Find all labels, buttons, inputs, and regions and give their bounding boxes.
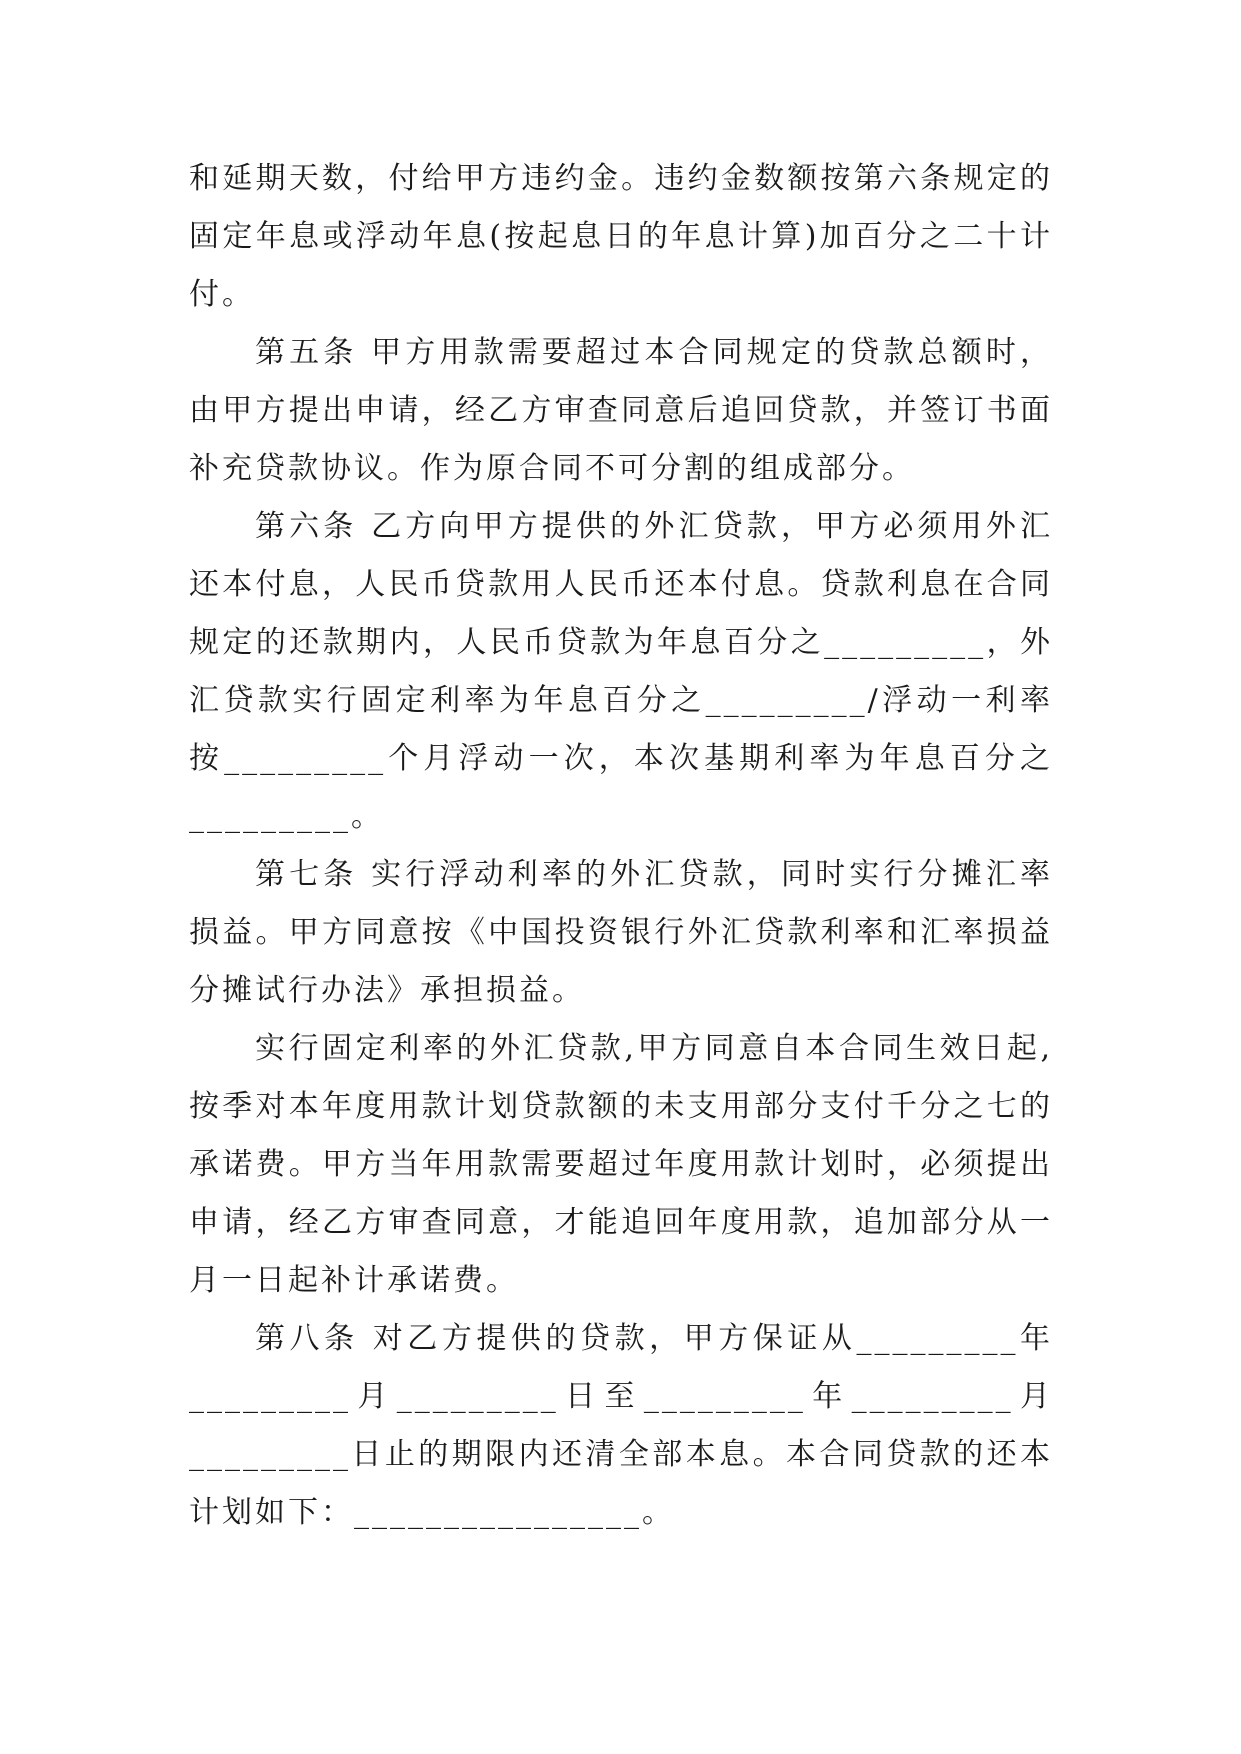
paragraph-penalty-continued: 和延期天数，付给甲方违约金。违约金数额按第六条规定的固定年息或浮动年息(按起息日的年息计算)加百分之二十计付。 [189,161,1053,312]
paragraph-article-5: 第五条 甲方用款需要超过本合同规定的贷款总额时，由甲方提出申请，经乙方审查同意后追回贷款，并签订书面补充贷款协议。作为原合同不可分割的组成部分。 [189,335,1053,486]
paragraph-article-7: 第七条 实行浮动利率的外汇贷款，同时实行分摊汇率损益。甲方同意按《中国投资银行外汇贷款利率和汇率损益分摊试行办法》承担损益。 [189,857,1053,1008]
paragraph-article-6: 第六条 乙方向甲方提供的外汇贷款，甲方必须用外汇还本付息，人民币贷款用人民币还本付息。贷款利息在合同规定的还款期内，人民币贷款为年息百分之_________，外汇贷款实行固定利率为年息百分之_________/浮动一利率按_________个月浮动一次，本次基期利率为年息百分之_________。 [189,509,1053,834]
document-page [189,150,1053,1542]
paragraph-article-8: 第八条 对乙方提供的贷款，甲方保证从_________年_________月_________日至_________年_________月_________日止的期限内还清全部本息。本合同贷款的还本计划如下：________________。 [189,1321,1053,1530]
paragraph-commitment-fee: 实行固定利率的外汇贷款,甲方同意自本合同生效日起,按季对本年度用款计划贷款额的未支用部分支付千分之七的承诺费。甲方当年用款需要超过年度用款计划时，必须提出申请，经乙方审查同意，才能追回年度用款，追加部分从一月一日起补计承诺费。 [189,1031,1053,1298]
